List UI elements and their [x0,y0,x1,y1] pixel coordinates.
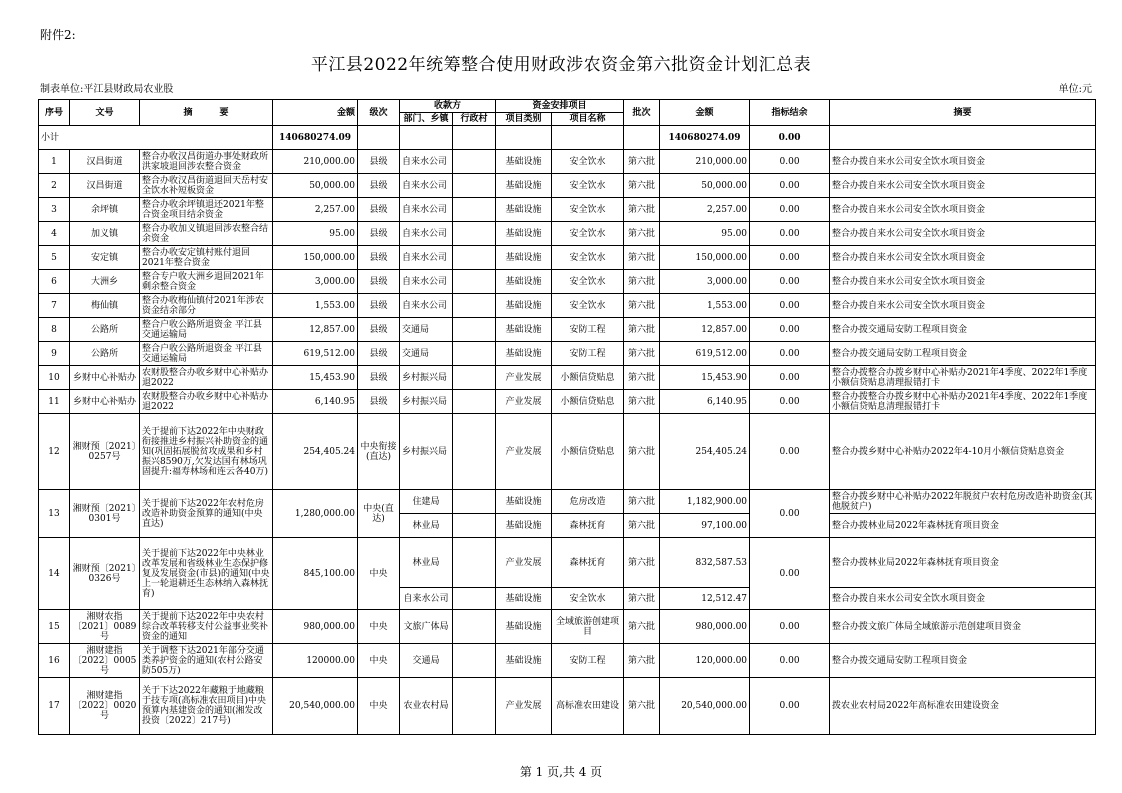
row-doc: 湘财建指〔2022〕0020号 [70,678,140,735]
row-summary: 关于下达2022年藏粮于地藏粮于技专项(高标准农田项目)中央预算内基建资金的通知(湘发改投资〔2022〕217号) [140,678,273,735]
row-level: 县级 [358,174,400,198]
row-project-type: 基础设施 [496,294,552,318]
row-doc: 安定镇 [70,246,140,270]
header-level: 级次 [358,100,400,126]
row-no: 3 [39,198,70,222]
row-no: 5 [39,246,70,270]
row-note: 整合办拨文旅广体局全域旅游示范创建项目资金 [830,610,1096,644]
row-doc: 乡财中心补贴办 [70,390,140,414]
row-note: 整合办拨自来水公司安全饮水项目资金 [830,150,1096,174]
row-batch: 第六批 [624,150,660,174]
row-batch: 第六批 [624,270,660,294]
row-dept: 自来水公司 [400,294,453,318]
row-balance: 0.00 [750,270,830,294]
row-amount2: 120,000.00 [660,644,750,678]
row-amount: 2,257.00 [273,198,358,222]
row-amount2: 210,000.00 [660,150,750,174]
row-note: 整合办拨自来水公司安全饮水项目资金 [830,294,1096,318]
row-doc: 湘财预〔2021〕0301号 [70,490,140,538]
row-village [453,414,496,490]
subtotal-row [39,126,1096,150]
row-project-type: 基础设施 [496,514,552,538]
row-no: 16 [39,644,70,678]
row-batch: 第六批 [624,514,660,538]
row-amount: 1,553.00 [273,294,358,318]
row-project-name: 安防工程 [552,318,624,342]
row-summary: 关于提前下达2022年中央林业改革发展和省级林业生态保护修复及发展资金(市县)的通知(中央上一轮退耕还生态林纳入森林抚育) [140,538,273,610]
row-no: 17 [39,678,70,735]
row-summary: 农财股整合办收乡财中心补贴办退2022 [140,366,273,390]
row-doc: 汉昌街道 [70,174,140,198]
row-project-type: 基础设施 [496,342,552,366]
row-balance: 0.00 [750,246,830,270]
row-level: 县级 [358,342,400,366]
row-amount2: 95.00 [660,222,750,246]
row-batch: 第六批 [624,390,660,414]
table-body [39,126,1096,735]
row-summary: 关于提前下达2022年中央财政衔接推进乡村振兴补助资金的通知(巩固拓展脱贫攻成果和乡村振兴8590万,欠发达国有林场巩固提升:福寿林场和连云各40万) [140,414,273,490]
row-dept: 自来水公司 [400,174,453,198]
row-village [453,514,496,538]
row-amount: 150,000.00 [273,246,358,270]
row-project-name: 安全饮水 [552,246,624,270]
row-note: 整合办拨林业局2022年森林抚育项目资金 [830,514,1096,538]
attachment-label: 附件2: [40,28,76,42]
row-amount: 1,280,000.00 [273,490,358,538]
row-note: 整合办拨林业局2022年森林抚育项目资金 [830,538,1096,588]
row-amount2: 20,540,000.00 [660,678,750,735]
row-village [453,678,496,735]
row-project-name: 安防工程 [552,644,624,678]
row-summary: 整合办收梅仙镇付2021年涉农资金结余部分 [140,294,273,318]
row-doc: 湘财建指〔2022〕0005号 [70,644,140,678]
header-ptype: 项目类别 [496,113,552,126]
row-no: 7 [39,294,70,318]
row-note: 整合办拨整合办拨乡财中心补贴办2021年4季度、2022年1季度小额信贷贴息清理报错打卡 [830,366,1096,390]
header-doc: 文号 [70,100,140,126]
row-amount: 980,000.00 [273,610,358,644]
row-dept: 自来水公司 [400,222,453,246]
row-project-type: 基础设施 [496,222,552,246]
subtotal-label: 小计 [39,126,273,150]
row-doc: 湘财农指〔2021〕0089号 [70,610,140,644]
row-project-type: 基础设施 [496,174,552,198]
row-no: 11 [39,390,70,414]
row-project-name: 高标准农田建设 [552,678,624,735]
row-village [453,318,496,342]
row-project-name: 安全饮水 [552,294,624,318]
row-amount2: 1,182,900.00 [660,490,750,514]
row-note: 整合办拨自来水公司安全饮水项目资金 [830,222,1096,246]
header-amount2: 金额 [660,100,750,126]
row-doc: 湘财预〔2021〕0257号 [70,414,140,490]
fund-table [38,99,1096,735]
row-amount2: 12,512.47 [660,588,750,610]
row-batch: 第六批 [624,198,660,222]
row-amount: 12,857.00 [273,318,358,342]
row-project-name: 安全饮水 [552,222,624,246]
row-balance: 0.00 [750,222,830,246]
table-row [39,198,1096,222]
row-amount2: 12,857.00 [660,318,750,342]
row-project-type: 产业发展 [496,390,552,414]
row-project-type: 基础设施 [496,588,552,610]
row-no: 1 [39,150,70,174]
row-amount: 6,140.95 [273,390,358,414]
row-summary: 整合户收公路所退资金 平江县交通运输局 [140,318,273,342]
row-batch: 第六批 [624,644,660,678]
row-project-type: 基础设施 [496,198,552,222]
row-balance: 0.00 [750,490,830,538]
row-dept: 自来水公司 [400,198,453,222]
row-level: 中央 [358,644,400,678]
row-amount: 254,405.24 [273,414,358,490]
row-village [453,294,496,318]
row-balance: 0.00 [750,610,830,644]
row-balance: 0.00 [750,366,830,390]
row-no: 9 [39,342,70,366]
row-village [453,150,496,174]
row-amount2: 150,000.00 [660,246,750,270]
row-project-type: 基础设施 [496,270,552,294]
row-amount: 210,000.00 [273,150,358,174]
row-dept: 乡村振兴局 [400,390,453,414]
row-project-type: 基础设施 [496,644,552,678]
row-dept: 林业局 [400,538,453,588]
row-note: 整合办拨乡财中心补贴办2022年4-10月小额信贷贴息资金 [830,414,1096,490]
header-batch: 批次 [624,100,660,126]
row-amount2: 254,405.24 [660,414,750,490]
row-doc: 大洲乡 [70,270,140,294]
row-village [453,222,496,246]
row-note: 整合办拨交通局安防工程项目资金 [830,342,1096,366]
row-summary: 关于调整下达2021年部分交通类养护资金的通知(农村公路安防505万) [140,644,273,678]
table-row [39,318,1096,342]
row-doc: 湘财预〔2021〕0326号 [70,538,140,610]
row-summary: 整合办收汉昌街道退回天岳村安全饮水补短板资金 [140,174,273,198]
row-village [453,610,496,644]
row-no: 15 [39,610,70,644]
row-batch: 第六批 [624,222,660,246]
row-summary: 农财股整合办收乡财中心补贴办退2022 [140,390,273,414]
row-village [453,538,496,588]
table-row [39,222,1096,246]
row-amount2: 1,553.00 [660,294,750,318]
row-summary: 整合户收公路所退资金 平江县交通运输局 [140,342,273,366]
row-dept: 自来水公司 [400,270,453,294]
row-note: 整合办拨自来水公司安全饮水项目资金 [830,174,1096,198]
row-level: 中央衔接(直达) [358,414,400,490]
row-note: 整合办拨交通局安防工程项目资金 [830,644,1096,678]
row-dept: 文旅广体局 [400,610,453,644]
row-project-type: 产业发展 [496,414,552,490]
row-project-name: 安全饮水 [552,588,624,610]
row-village [453,644,496,678]
row-doc: 乡财中心补贴办 [70,366,140,390]
row-project-name: 安全饮水 [552,270,624,294]
row-no: 8 [39,318,70,342]
row-project-name: 安全饮水 [552,198,624,222]
row-balance: 0.00 [750,198,830,222]
row-project-type: 基础设施 [496,150,552,174]
table-row [39,294,1096,318]
header-pname: 项目名称 [552,113,624,126]
row-summary: 整合办收加义镇退回涉农整合结余资金 [140,222,273,246]
row-village [453,366,496,390]
row-no: 12 [39,414,70,490]
row-batch: 第六批 [624,294,660,318]
row-doc: 汉昌街道 [70,150,140,174]
row-amount2: 832,587.53 [660,538,750,588]
table-header [39,100,1096,126]
row-batch: 第六批 [624,490,660,514]
row-balance: 0.00 [750,294,830,318]
row-note: 整合办拨乡财中心补贴办2022年脱贫户农村危房改造补助资金(其他脱贫户) [830,490,1096,514]
row-village [453,490,496,514]
row-project-type: 基础设施 [496,318,552,342]
table-row [39,174,1096,198]
row-note: 整合办拨整合办拨乡财中心补贴办2021年4季度、2022年1季度小额信贷贴息清理报错打卡 [830,390,1096,414]
row-project-name: 森林抚育 [552,514,624,538]
row-note: 整合办拨自来水公司安全饮水项目资金 [830,588,1096,610]
row-village [453,270,496,294]
row-batch: 第六批 [624,318,660,342]
table-row [39,538,1096,588]
row-balance: 0.00 [750,414,830,490]
row-no: 14 [39,538,70,610]
row-batch: 第六批 [624,342,660,366]
row-no: 10 [39,366,70,390]
table-row [39,414,1096,490]
row-batch: 第六批 [624,174,660,198]
header-payee: 收款方 [400,100,496,113]
row-balance: 0.00 [750,318,830,342]
row-project-name: 小额信贷贴息 [552,390,624,414]
header-note: 摘要 [830,100,1096,126]
row-amount: 619,512.00 [273,342,358,366]
table-row [39,390,1096,414]
row-summary: 整合办收安定镇村账付退回2021年整合资金 [140,246,273,270]
row-batch: 第六批 [624,610,660,644]
row-dept: 自来水公司 [400,150,453,174]
row-village [453,588,496,610]
table-row [39,342,1096,366]
row-project-type: 基础设施 [496,610,552,644]
row-amount: 120000.00 [273,644,358,678]
row-level: 中央(直达) [358,490,400,538]
table-row [39,246,1096,270]
row-summary: 整合专户收大洲乡退回2021年剩余整合资金 [140,270,273,294]
row-level: 中央 [358,610,400,644]
row-batch: 第六批 [624,588,660,610]
row-amount: 95.00 [273,222,358,246]
row-village [453,342,496,366]
row-doc: 公路所 [70,342,140,366]
row-no: 2 [39,174,70,198]
row-dept: 林业局 [400,514,453,538]
row-doc: 公路所 [70,318,140,342]
row-level: 县级 [358,318,400,342]
row-amount2: 3,000.00 [660,270,750,294]
row-amount2: 50,000.00 [660,174,750,198]
row-project-name: 小额信贷贴息 [552,366,624,390]
row-amount: 845,100.00 [273,538,358,610]
row-project-type: 产业发展 [496,678,552,735]
table-row [39,366,1096,390]
row-note: 整合办拨自来水公司安全饮水项目资金 [830,270,1096,294]
row-level: 中央 [358,538,400,610]
table-row [39,150,1096,174]
header-balance: 指标结余 [750,100,830,126]
row-batch: 第六批 [624,246,660,270]
row-doc: 加义镇 [70,222,140,246]
row-project-name: 安防工程 [552,342,624,366]
issuing-unit: 制表单位:平江县财政局农业股 [40,84,174,95]
row-dept: 交通局 [400,644,453,678]
subtotal-balance: 0.00 [750,126,830,150]
row-amount: 20,540,000.00 [273,678,358,735]
row-project-type: 产业发展 [496,538,552,588]
row-amount: 15,453.90 [273,366,358,390]
row-summary: 关于提前下达2022年农村危房改造补助资金预算的通知(中央直达) [140,490,273,538]
row-no: 6 [39,270,70,294]
row-level: 县级 [358,150,400,174]
row-dept: 自来水公司 [400,588,453,610]
row-dept: 乡村振兴局 [400,366,453,390]
page-footer: 第 1 页,共 4 页 [519,765,603,779]
row-note: 整合办拨自来水公司安全饮水项目资金 [830,246,1096,270]
row-level: 县级 [358,222,400,246]
row-level: 县级 [358,366,400,390]
row-balance: 0.00 [750,644,830,678]
header-amount: 金额 [273,100,358,126]
row-project-name: 安全饮水 [552,174,624,198]
row-level: 县级 [358,198,400,222]
row-summary: 整合办收汉昌街道办事处财政所洪家坡退回涉农整合资金 [140,150,273,174]
row-no: 13 [39,490,70,538]
header-arrange: 资金安排项目 [496,100,624,113]
subtotal-amount2: 140680274.09 [660,126,750,150]
row-batch: 第六批 [624,678,660,735]
row-dept: 交通局 [400,342,453,366]
table-row [39,270,1096,294]
row-project-name: 安全饮水 [552,150,624,174]
row-balance: 0.00 [750,174,830,198]
row-project-type: 产业发展 [496,366,552,390]
row-amount2: 619,512.00 [660,342,750,366]
row-village [453,390,496,414]
row-amount: 50,000.00 [273,174,358,198]
table-row [39,610,1096,644]
currency-unit: 单位:元 [1058,84,1092,95]
row-balance: 0.00 [750,678,830,735]
header-no: 序号 [39,100,70,126]
row-batch: 第六批 [624,366,660,390]
row-doc: 余坪镇 [70,198,140,222]
row-summary: 整合办收余坪镇退还2021年整合资金项目结余资金 [140,198,273,222]
header-summary: 摘 要 [140,100,273,126]
row-batch: 第六批 [624,538,660,588]
row-amount2: 97,100.00 [660,514,750,538]
row-project-name: 全域旅游创建项目 [552,610,624,644]
header-village: 行政村 [453,113,496,126]
row-amount2: 6,140.95 [660,390,750,414]
row-batch: 第六批 [624,414,660,490]
row-level: 县级 [358,390,400,414]
row-level: 县级 [358,294,400,318]
row-amount2: 2,257.00 [660,198,750,222]
row-amount: 3,000.00 [273,270,358,294]
table-row [39,678,1096,735]
table-row [39,644,1096,678]
row-project-name: 小额信贷贴息 [552,414,624,490]
row-balance: 0.00 [750,342,830,366]
row-doc: 梅仙镇 [70,294,140,318]
row-amount2: 980,000.00 [660,610,750,644]
row-note: 拨农业农村局2022年高标准农田建设资金 [830,678,1096,735]
header-dept: 部门、乡镇 [400,113,453,126]
page-title: 平江县2022年统筹整合使用财政涉农资金第六批资金计划汇总表 [310,55,812,75]
row-village [453,198,496,222]
row-project-type: 基础设施 [496,490,552,514]
row-village [453,174,496,198]
row-balance: 0.00 [750,150,830,174]
row-note: 整合办拨交通局安防工程项目资金 [830,318,1096,342]
subtotal-amount: 140680274.09 [273,126,358,150]
row-dept: 农业农村局 [400,678,453,735]
table-row [39,490,1096,514]
row-balance: 0.00 [750,538,830,610]
row-dept: 交通局 [400,318,453,342]
row-summary: 关于提前下达2022年中央农村综合改革转移支付公益事业奖补资金的通知 [140,610,273,644]
row-level: 中央 [358,678,400,735]
row-note: 整合办拨自来水公司安全饮水项目资金 [830,198,1096,222]
row-level: 县级 [358,246,400,270]
row-balance: 0.00 [750,390,830,414]
row-project-type: 基础设施 [496,246,552,270]
row-dept: 自来水公司 [400,246,453,270]
row-village [453,246,496,270]
row-level: 县级 [358,270,400,294]
row-project-name: 危房改造 [552,490,624,514]
row-dept: 乡村振兴局 [400,414,453,490]
row-no: 4 [39,222,70,246]
row-amount2: 15,453.90 [660,366,750,390]
row-project-name: 森林抚育 [552,538,624,588]
row-dept: 住建局 [400,490,453,514]
